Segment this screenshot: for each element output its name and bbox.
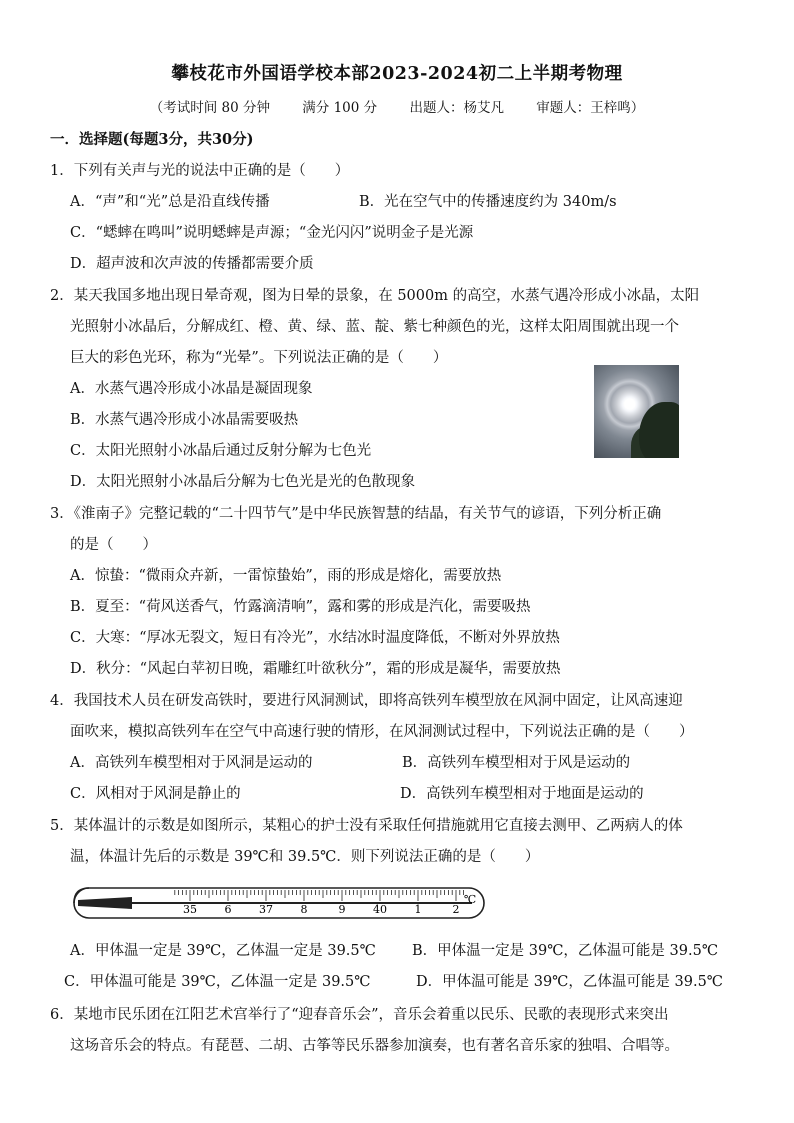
exam-full-score: 满分 100 分 xyxy=(302,100,378,116)
question-2-option-c: C．太阳光照射小冰晶后通过反射分解为七色光 xyxy=(70,443,372,459)
question-4-stem-line-2: 面吹来，模拟高铁列车在空气中高速行驶的情形，在风洞测试过程中，下列说法正确的是（ ） xyxy=(70,724,694,740)
thermometer-label: 8 xyxy=(300,903,308,916)
thermometer-scale xyxy=(175,890,464,901)
thermometer-label: 40 xyxy=(373,903,387,916)
question-4-option-c: C．风相对于风洞是静止的 xyxy=(70,786,241,802)
question-2-stem-line-2: 光照射小冰晶后，分解成红、橙、黄、绿、蓝、靛、紫七种颜色的光，这样太阳周围就出现一个 xyxy=(70,319,679,335)
question-1-option-c: C．“蟋蟀在鸣叫”说明蟋蟀是声源；“金光闪闪”说明金子是光源 xyxy=(70,225,474,241)
question-5-option-d: D．甲体温可能是 39℃，乙体温可能是 39.5℃ xyxy=(416,974,724,990)
question-1-option-a: A．“声”和“光”总是沿直线传播 xyxy=(70,194,270,210)
sun-halo-photo xyxy=(594,365,679,458)
thermometer-label: 35 xyxy=(183,903,197,916)
question-3-option-b: B．夏至：“荷风送香气，竹露滴清响”，露和雾的形成是汽化，需要吸热 xyxy=(70,599,531,615)
question-6-stem-line-2: 这场音乐会的特点。有琵琶、二胡、古筝等民乐器参加演奏，也有著名音乐家的独唱、合唱等。 xyxy=(70,1038,679,1054)
question-4-option-d: D．高铁列车模型相对于地面是运动的 xyxy=(400,786,644,802)
question-1-option-d: D．超声波和次声波的传播都需要介质 xyxy=(70,256,314,272)
question-1-stem: 1．下列有关声与光的说法中正确的是（ ） xyxy=(50,163,350,179)
question-3-stem-line-2: 的是（ ） xyxy=(70,537,157,553)
question-3-stem-line-1: 3．《淮南子》完整记载的“二十四节气”是中华民族智慧的结晶，有关节气的谚语，下列分析正确 xyxy=(50,506,662,522)
question-2-option-b: B．水蒸气遇冷形成小冰晶需要吸热 xyxy=(70,412,299,428)
thermometer-figure xyxy=(72,884,490,924)
thermometer-label: 9 xyxy=(338,903,346,916)
tree-silhouette xyxy=(639,402,679,458)
question-3-option-d: D．秋分：“风起白苹初日晚，霜雕红叶欲秋分”，霜的形成是凝华，需要放热 xyxy=(70,661,561,677)
question-4-option-a: A．高铁列车模型相对于风洞是运动的 xyxy=(70,755,313,771)
thermometer-unit: ℃ xyxy=(463,893,477,906)
question-5-option-a: A．甲体温一定是 39℃，乙体温一定是 39.5℃ xyxy=(70,943,376,959)
question-5-option-b: B．甲体温一定是 39℃，乙体温可能是 39.5℃ xyxy=(412,943,719,959)
question-4-option-b: B．高铁列车模型相对于风是运动的 xyxy=(402,755,631,771)
question-3-option-a: A．惊蛰：“微雨众卉新，一雷惊蛰始”，雨的形成是熔化，需要放热 xyxy=(70,568,502,584)
question-5-option-c: C．甲体温可能是 39℃，乙体温一定是 39.5℃ xyxy=(64,974,371,990)
exam-meta xyxy=(0,96,794,116)
question-3-option-c: C．大寒：“厚冰无裂文，短日有冷光”，水结冰时温度降低，不断对外界放热 xyxy=(70,630,560,646)
exam-reviewer: 审题人：王梓鸣） xyxy=(536,100,645,116)
thermometer-label: 6 xyxy=(224,903,232,916)
question-6-stem-line-1: 6．某地市民乐团在江阳艺术宫举行了“迎春音乐会”，音乐会着重以民乐、民歌的表现形式来突出 xyxy=(50,1007,669,1023)
question-1-option-b: B．光在空气中的传播速度约为 340m/s xyxy=(359,194,617,210)
thermometer-bulb xyxy=(78,897,132,909)
thermometer-label: 1 xyxy=(414,903,422,916)
thermometer-label: 37 xyxy=(259,903,273,916)
exam-author: 出题人：杨艾凡 xyxy=(409,100,504,116)
question-5-stem-line-1: 5．某体温计的示数是如图所示，某粗心的护士没有采取任何措施就用它直接去测甲、乙两病人的体 xyxy=(50,818,683,834)
question-2-option-d: D．太阳光照射小冰晶后分解为七色光是光的色散现象 xyxy=(70,474,416,490)
question-2-stem-line-1: 2．某天我国多地出现日晕奇观，图为日晕的景象，在 5000m 的高空，水蒸气遇冷形成小冰晶，太阳 xyxy=(50,288,700,304)
section-heading: 一．选择题(每题3分，共30分) xyxy=(50,131,254,148)
question-5-stem-line-2: 温，体温计先后的示数是 39℃和 39.5℃．则下列说法正确的是（ ） xyxy=(70,849,540,865)
exam-title: 攀枝花市外国语学校本部2023-2024初二上半期考物理 xyxy=(171,64,623,84)
exam-duration: （考试时间 80 分钟 xyxy=(149,100,270,116)
question-2-option-a: A．水蒸气遇冷形成小冰晶是凝固现象 xyxy=(70,381,313,397)
question-2-stem-line-3: 巨大的彩色光环，称为“光晕”。下列说法正确的是（ ） xyxy=(70,350,448,366)
question-4-stem-line-1: 4．我国技术人员在研发高铁时，要进行风洞测试，即将高铁列车模型放在风洞中固定，让风高速迎 xyxy=(50,693,683,709)
thermometer-label: 2 xyxy=(452,903,460,916)
